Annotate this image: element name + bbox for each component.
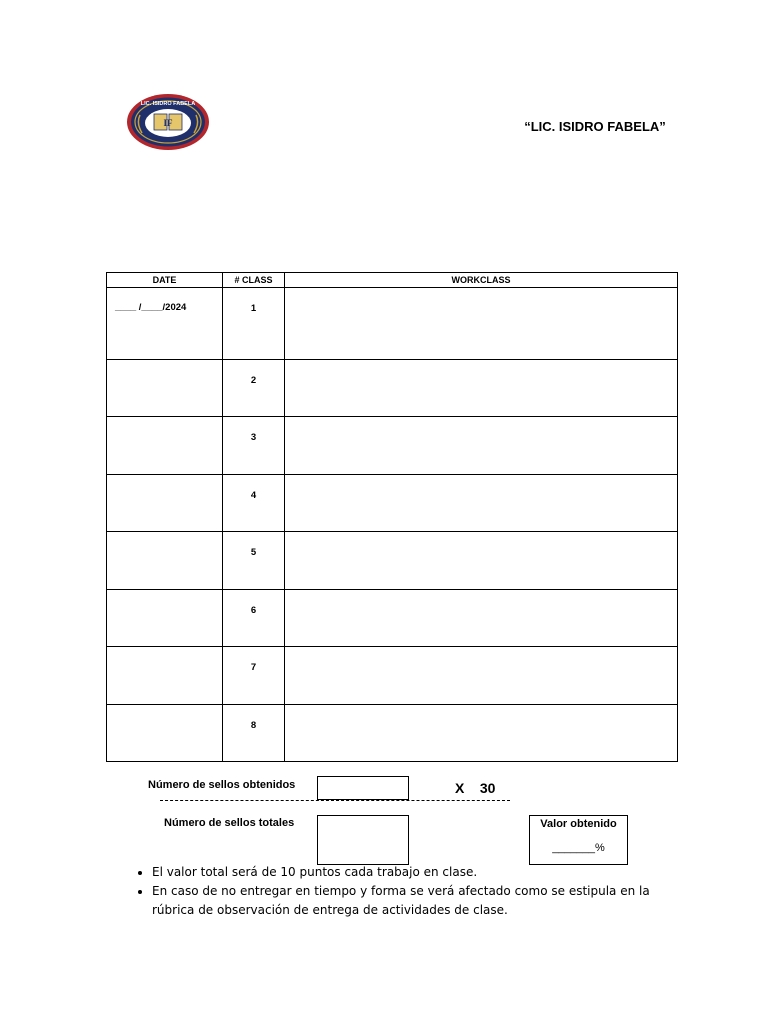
class-number: 8 [250,719,257,731]
multiplier: X 30 [455,780,496,796]
table-row [107,647,678,705]
workclass-cell[interactable] [285,532,678,590]
stamps-obtained-box[interactable] [317,776,409,800]
table-row [107,417,678,475]
school-seal-logo [126,93,210,151]
class-number: 4 [250,489,257,501]
class-number: 7 [250,662,257,673]
date-cell[interactable] [107,474,223,532]
class-number-cell [223,474,285,532]
class-number: 5 [250,547,257,558]
table-header-row [107,273,678,288]
date-cell[interactable] [107,532,223,590]
value-obtained-label: Valor obtenido [540,818,617,830]
workclass-cell[interactable] [285,288,678,360]
date-cell[interactable]: ____ /____/2024 [107,288,223,360]
class-number: 1 [250,303,257,314]
class-number-cell [223,532,285,590]
fraction-divider [160,800,510,801]
class-number-cell [223,647,285,705]
workclass-cell[interactable] [285,704,678,762]
date-cell[interactable] [107,589,223,647]
column-header-date: DATE [107,273,223,288]
date-cell[interactable] [107,704,223,762]
notes-list [128,863,692,920]
class-number: 6 [250,604,257,616]
value-obtained-box[interactable] [529,815,628,865]
workclass-cell[interactable] [285,647,678,705]
workclass-cell[interactable] [285,474,678,532]
table-row [107,359,678,417]
list-item: • El valor total será de 10 puntos cada trabajo en clase. [152,863,692,882]
table-row [107,589,678,647]
value-obtained-percent: _______% [552,842,605,854]
workclass-cell[interactable] [285,417,678,475]
workclass-cell[interactable] [285,359,678,417]
class-work-table [106,272,678,762]
class-number: 3 [250,432,257,443]
column-header-class: # CLASS [223,273,285,288]
table-row [107,288,678,360]
seal-initials: IF [163,118,173,128]
stamps-total-label: Número de sellos totales [164,817,295,829]
stamps-obtained-label: Número de sellos obtenidos [148,779,296,791]
table-row [107,704,678,762]
date-cell[interactable] [107,417,223,475]
table-row [107,532,678,590]
workclass-cell[interactable] [285,589,678,647]
class-number-cell [223,704,285,762]
school-name: “LIC. ISIDRO FABELA” [524,119,666,134]
class-number-cell [223,359,285,417]
list-item: • En caso de no entregar en tiempo y forma se verá afectado como se estipula en la rúbrica de observación de entrega de actividades de clase. [152,882,692,920]
column-header-workclass: WORKCLASS [285,273,678,288]
class-number-cell [223,589,285,647]
date-cell[interactable] [107,647,223,705]
class-number-cell [223,288,285,360]
date-cell[interactable] [107,359,223,417]
stamps-total-box[interactable] [317,815,409,865]
class-number-cell [223,417,285,475]
seal-text: LIC. ISIDRO FABELA [140,101,196,107]
table-row [107,474,678,532]
class-number: 2 [250,374,257,386]
